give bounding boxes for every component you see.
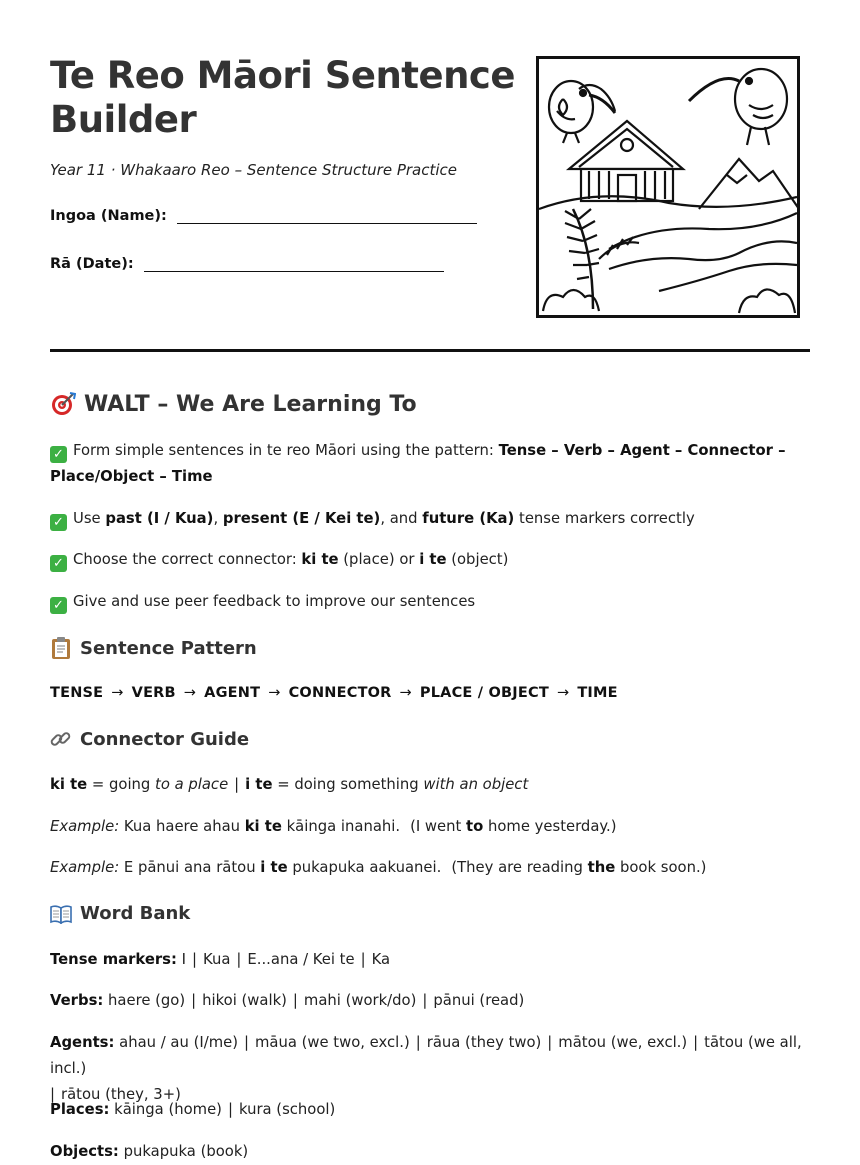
date-label: Rā (Date): [50,256,134,272]
bird-right [689,69,787,145]
check-box-icon: ✓ [50,555,67,572]
fern-plant [565,209,639,309]
illustration-frame [536,56,800,318]
connector-heading [50,728,810,750]
name-label: Ingoa (Name): [50,208,167,224]
kiwi-bird-left [549,81,615,143]
bushes [543,289,795,313]
connector-example-2: Example: E pānui ana rātou i te pukapuka aakuanei. (They are reading the book soon.) [50,859,707,876]
pattern-step: PLACE / OBJECT [419,685,549,701]
wordbank-objects: Objects: pukapuka (book) [50,1143,249,1160]
check-box-icon: ✓ [50,597,67,614]
check-box-icon: ✓ [50,514,67,531]
target-icon [50,391,76,417]
wordbank-tense: Tense markers: I | Kua | E...ana / Kei te | Ka [50,951,391,968]
connector-example-1: Example: Kua haere ahau ki te kāinga inanahi. (I went to home yesterday.) [50,818,617,835]
wordbank-title: Word Bank [80,903,191,924]
name-line[interactable] [177,207,477,224]
pattern-step: VERB [131,685,176,701]
walt-item-2: ✓ Use past (I / Kua), present (E / Kei te), and future (Ka) tense markers correctly [50,506,810,532]
pattern-heading [50,636,810,660]
date-field[interactable] [50,255,444,272]
connector-title: Connector Guide [80,728,250,750]
pattern-sequence: TENSE → VERB → AGENT → CONNECTOR → PLACE / OBJECT → TIME [50,685,618,701]
walt-item-4: ✓ Give and use peer feedback to improve our sentences [50,589,810,615]
clipboard-icon [50,636,72,660]
pattern-step: AGENT [204,685,261,701]
page-title: Te Reo Māori Sentence Builder [50,54,515,141]
pattern-step: CONNECTOR [288,685,392,701]
page-subtitle: Year 11 · Whakaaro Reo – Sentence Structure Practice [50,161,458,179]
header-divider [50,349,810,352]
walt-heading [50,391,810,417]
connector-definitions: ki te = going to a place | i te = doing something with an object [50,776,529,793]
walt-item-1: ✓ Form simple sentences in te reo Māori using the pattern: Tense – Verb – Agent – Connector – Place/Object – Time [50,442,786,485]
link-icon [50,728,72,750]
date-line[interactable] [144,255,444,272]
walt-item-3: ✓ Choose the correct connector: ki te (place) or i te (object) [50,547,810,573]
wordbank-agents: Agents: ahau / au (I/me) | māua (we two, excl.) | rāua (they two) | mātou (we, excl.) | tātou (we all, incl.) | rātou (they, 3+) [50,1034,802,1103]
walt-title: WALT – We Are Learning To [84,391,417,417]
wordbank-places: Places: kāinga (home) | kura (school) [50,1101,336,1118]
pattern-title: Sentence Pattern [80,637,257,659]
pattern-step: TIME [577,685,618,701]
wordbank-verbs: Verbs: haere (go) | hikoi (walk) | mahi (work/do) | pānui (read) [50,992,525,1009]
check-box-icon: ✓ [50,446,67,463]
meeting-house [569,121,683,201]
rolling-hills [539,196,797,291]
wordbank-heading [50,903,810,924]
open-book-icon [50,904,72,924]
mountains [699,159,797,209]
landscape-illustration [539,59,797,315]
name-field[interactable] [50,207,477,224]
pattern-step: TENSE [50,685,104,701]
